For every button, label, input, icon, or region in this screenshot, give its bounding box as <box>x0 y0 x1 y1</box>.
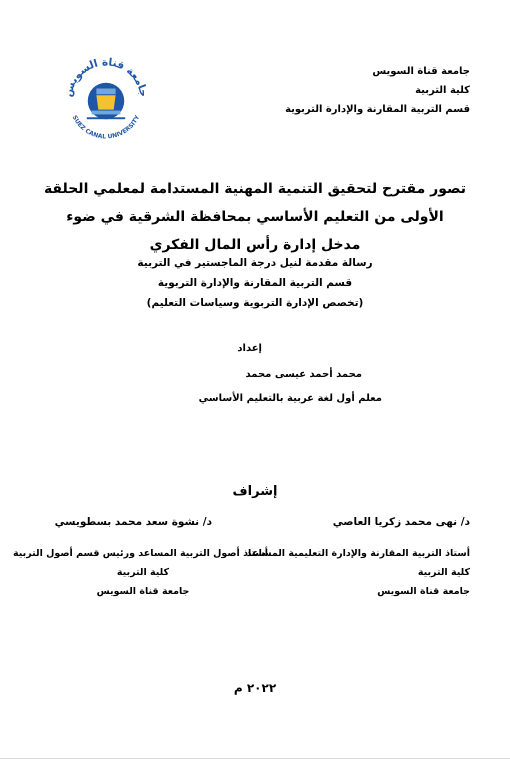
thesis-specialization: (تخصص الإدارة التربوية وسياسات التعليم) <box>146 297 364 309</box>
thesis-department: قسم التربية المقارنة والإدارة التربوية <box>157 277 353 289</box>
title-line-1: تصور مقترح لتحقيق التنمية المهنية المستدامة لمعلمي الحلقة <box>43 181 467 197</box>
faculty-name: كلية التربية <box>415 85 470 96</box>
title-line-2: الأولى من التعليم الأساسي بمحافظة الشرقية في ضوء <box>66 209 444 225</box>
supervisor-1-university: جامعة قناة السويس <box>377 586 470 597</box>
department-name: قسم التربية المقارنة والإدارة التربوية <box>285 104 470 115</box>
author-job: معلم أول لغة عربية بالتعليم الأساسي <box>198 393 382 404</box>
logo-emblem-band <box>96 88 115 94</box>
title-line-3: مدخل إدارة رأس المال الفكري <box>149 237 361 253</box>
supervisor-1-faculty: كلية التربية <box>417 567 470 578</box>
institution-header <box>285 62 470 119</box>
supervisor-2-faculty: كلية التربية <box>116 567 170 578</box>
supervisor-2-name: د/ نشوة سعد محمد بسطويسي <box>54 516 212 528</box>
logo-emblem-base <box>87 117 125 119</box>
supervisor-1-title: أستاذ التربية المقارنة والإدارة التعليمية المساعد <box>246 548 470 559</box>
thesis-year: ٢٠٢٢ م <box>233 681 277 695</box>
supervisor-2-details <box>13 544 268 601</box>
supervisor-2-university: جامعة قناة السويس <box>96 586 190 597</box>
thesis-degree: رسالة مقدمة لنيل درجة الماجستير في التربية <box>137 257 373 269</box>
thesis-title <box>40 175 470 259</box>
logo-arabic-text: جامعة قناة السويس <box>62 56 150 99</box>
logo-emblem-book <box>96 95 115 109</box>
page-bottom-divider <box>0 758 510 759</box>
author-name: محمد أحمد عيسى محمد <box>245 369 362 380</box>
preparation-label: إعداد <box>237 343 262 354</box>
university-name: جامعة قناة السويس <box>372 66 470 77</box>
thesis-description <box>40 253 470 313</box>
supervision-label: إشراف <box>232 484 278 499</box>
supervisor-1-details <box>247 544 470 601</box>
university-logo <box>58 52 154 148</box>
logo-english-text: SUEZ CANAL UNIVERSITY <box>70 114 142 141</box>
logo-emblem-water <box>92 111 121 115</box>
supervisor-1-name: د/ نهى محمد زكريا العاصي <box>332 516 470 528</box>
supervisor-2-title: أستاذ أصول التربية المساعد ورئيس قسم أصول التربية <box>13 548 268 559</box>
